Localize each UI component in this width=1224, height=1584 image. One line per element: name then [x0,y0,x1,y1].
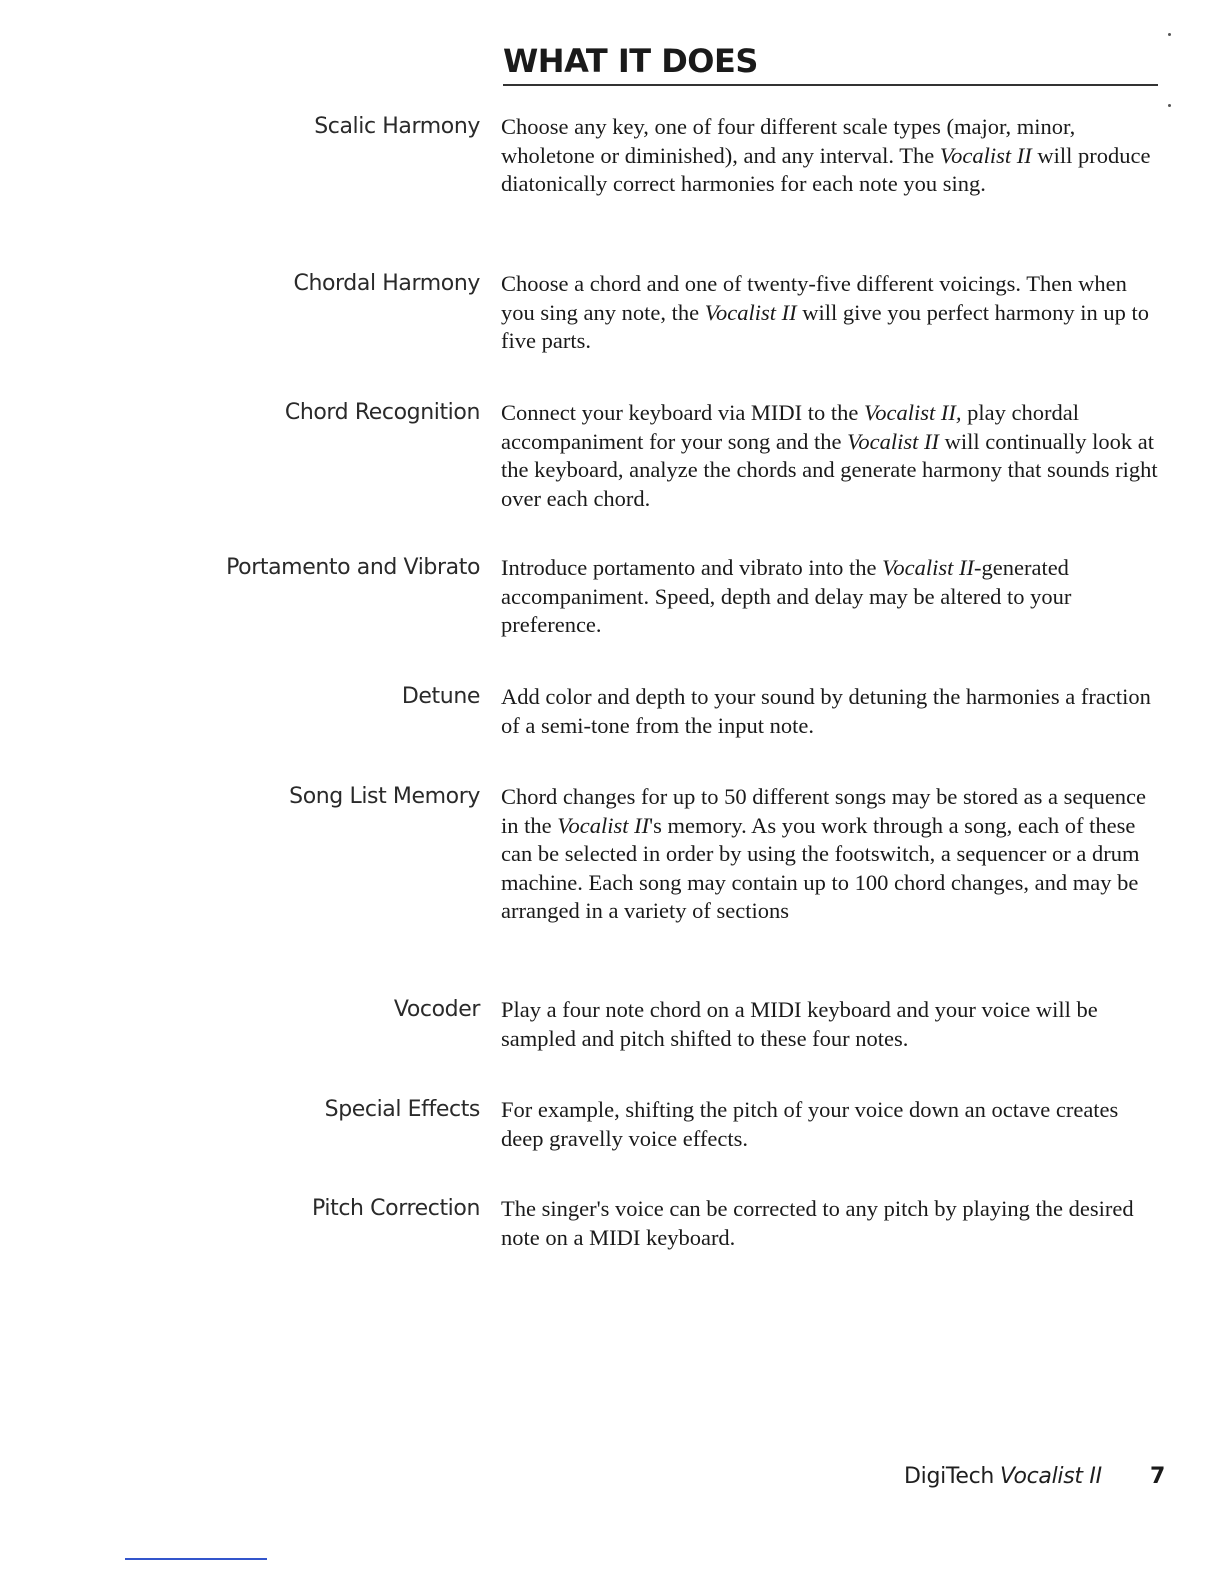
text-run: Play a four note chord on a MIDI keyboard and your voice will be sampled and pitch shifted to these four notes. [501,997,1098,1051]
text-run: Connect your keyboard via MIDI to the [501,400,865,425]
text-run: 's memory. As you work through a song, each of these can be selected in order by using the footswitch, a sequencer or a drum machine. Each song may contain up to 100 chord changes, and may be arranged in a variety of sections [501,812,1140,923]
feature-label: Detune [401,684,480,709]
feature-label: Chord Recognition [284,400,480,425]
feature-description [501,270,1161,356]
text-run: Add color and depth to your sound by detuning the harmonies a fraction of a semi-tone from the input note. [501,684,1151,738]
text-run: play chordal accompaniment for your song and the [501,400,1079,454]
feature-label: Vocoder [393,997,480,1022]
page-title: WHAT IT DOES [503,42,758,80]
footer-product-name: Vocalist II [1000,1464,1102,1489]
footer-brand [904,1464,1102,1489]
feature-description [501,996,1161,1053]
text-run: Choose a chord and one of twenty-five different voicings. Then when you sing any note, the [501,271,1127,325]
scan-speck [1168,104,1171,107]
feature-label: Pitch Correction [312,1196,480,1221]
text-run: will continually look at the keyboard, analyze the chords and generate harmony that sounds right over each chord. [501,428,1158,511]
text-run: -generated accompaniment. Speed, depth and delay may be altered to your preference. [501,555,1072,637]
text-run: Choose any key, one of four different scale types (major, minor, wholetone or diminished), and any interval. The [501,114,1076,168]
feature-label: Portamento and Vibrato [226,555,480,580]
product-name-italic: Vocalist II, [864,400,962,425]
page-footer [0,1464,1224,1494]
feature-description [501,399,1161,513]
product-name-italic: Vocalist II [847,428,940,454]
title-rule [503,84,1158,86]
footer-brand-name: DigiTech [904,1464,995,1489]
text-run: Introduce portamento and vibrato into the [501,555,883,580]
feature-label: Song List Memory [289,784,480,809]
feature-label: Scalic Harmony [314,114,480,139]
product-name-italic: Vocalist II [882,555,974,580]
text-run: will give you perfect harmony in up to five parts. [501,299,1150,353]
text-run: For example, shifting the pitch of your voice down an octave creates deep gravelly voice effects. [501,1097,1119,1151]
text-run: Chord changes for up to 50 different songs may be stored as a sequence in the [501,784,1147,838]
product-name-italic: Vocalist II [704,299,797,325]
feature-description [501,1096,1161,1153]
page-number: 7 [1150,1464,1166,1489]
feature-label: Special Effects [324,1097,480,1122]
text-run: will produce diatonically correct harmonies for each note you sing. [501,142,1151,196]
feature-description [501,783,1161,926]
text-run: The singer's voice can be corrected to any pitch by playing the desired note on a MIDI keyboard. [501,1196,1134,1250]
feature-label: Chordal Harmony [293,271,480,296]
feature-description [501,1195,1161,1252]
bottom-rule [125,1558,267,1560]
scan-speck [1168,33,1171,36]
feature-description [501,554,1161,640]
product-name-italic: Vocalist II [939,142,1032,168]
product-name-italic: Vocalist II [557,812,650,838]
feature-description [501,113,1161,199]
feature-description [501,683,1161,740]
